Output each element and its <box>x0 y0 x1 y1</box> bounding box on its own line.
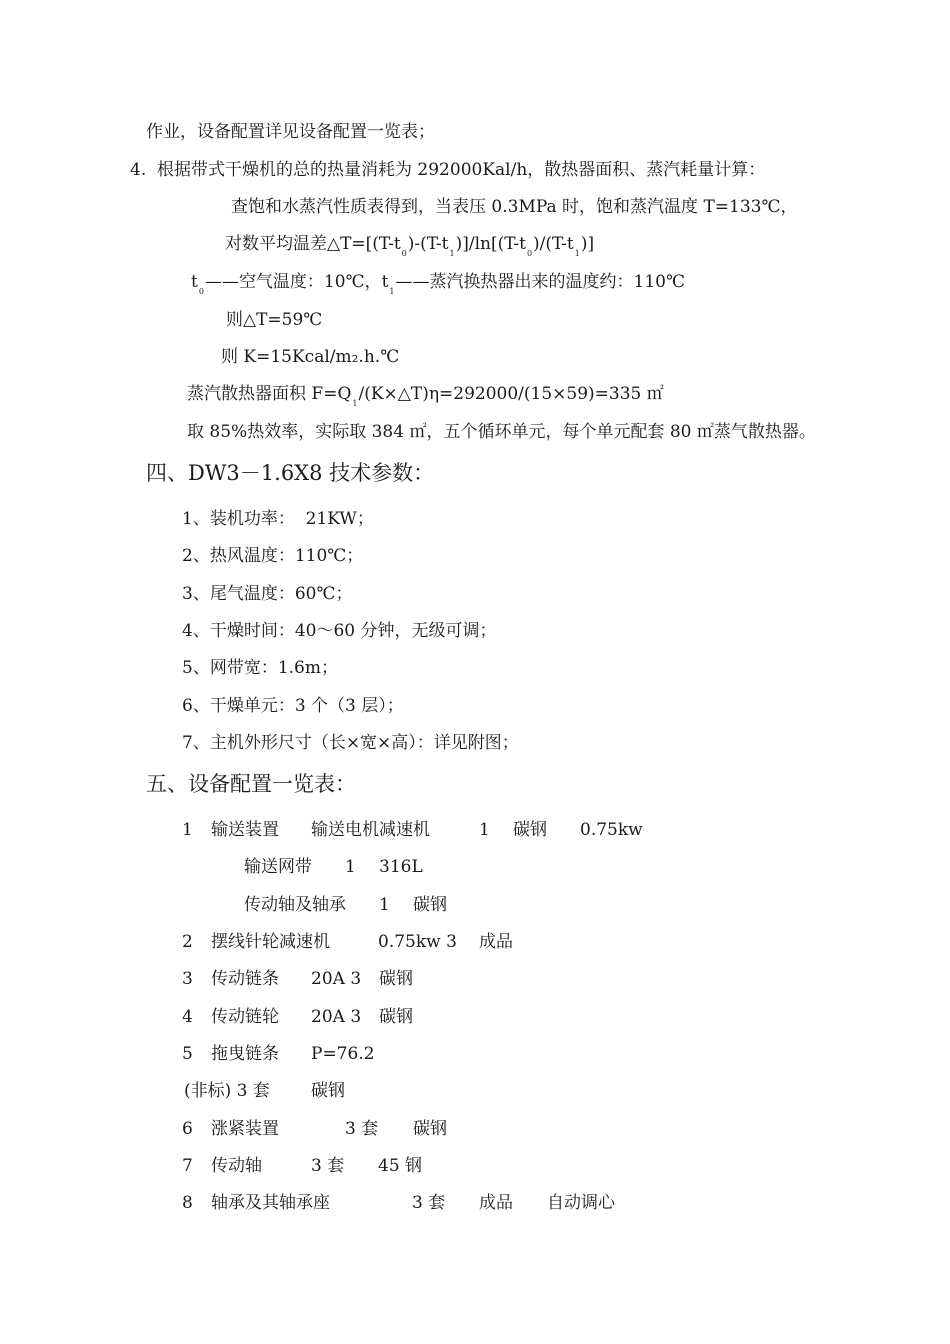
equipment-row: 5 拖曳链条 P=76.2 <box>182 1044 375 1064</box>
spec-item: 4、干燥时间：40～60 分钟，无级可调； <box>182 621 497 641</box>
k-value: 则 K=15Kcal/m₂.h.℃ <box>221 347 400 367</box>
spec-item: 2、热风温度：110℃； <box>182 546 364 566</box>
equipment-row: 传动轴及轴承 1 碳钢 <box>244 895 447 915</box>
intro-line-1: 作业，设备配置详见设备配置一览表； <box>146 122 435 142</box>
equipment-row: 8 轴承及其轴承座 3 套 成品 自动调心 <box>182 1193 615 1213</box>
lmtd-formula: 对数平均温差$\triangle T=[(T-t_0)-(T-t_1)]/\ln[(T-t_0)/(T-t_1)]$ <box>225 234 595 258</box>
section-4-title: 四、DW3－1.6X8 技术参数： <box>146 461 435 485</box>
equipment-row: 4 传动链轮 20A 3 碳钢 <box>182 1007 413 1027</box>
equipment-row: 6 涨紧装置 3 套 碳钢 <box>182 1119 447 1139</box>
spec-item: 6、干燥单元：3 个（3 层）； <box>182 696 404 716</box>
saturated-steam-line: 查饱和水蒸汽性质表得到，当表压 0.3MPa 时，饱和蒸汽温度 T=133℃， <box>231 197 798 217</box>
spec-item: 1、装机功率： 21KW； <box>182 509 374 529</box>
item-4-heat-consumption: 4. 根据带式干燥机的总的热量消耗为 292000Kal/h，散热器面积、蒸汽耗量计算： <box>130 160 766 180</box>
equipment-row: 1 输送装置 输送电机减速机 1 碳钢 0.75kw <box>182 820 643 840</box>
equipment-row: 3 传动链条 20A 3 碳钢 <box>182 969 413 989</box>
temperature-definitions: $t_0——$空气温度：10℃，$t_1——$蒸汽换热器出来的温度约：110℃ <box>191 272 685 296</box>
spec-item: 7、主机外形尺寸（长×宽×高）：详见附图； <box>182 733 519 753</box>
spec-item: 5、网带宽：1.6m； <box>182 658 338 678</box>
equipment-row: 7 传动轴 3 套 45 钢 <box>182 1156 423 1176</box>
section-5-title: 五、设备配置一览表： <box>146 772 356 796</box>
efficiency-line: 取 85%热效率，实际取 384 ㎡，五个循环单元，每个单元配套 80 ㎡蒸气散热器。 <box>187 422 816 442</box>
spec-item: 3、尾气温度：60℃； <box>182 584 353 604</box>
equipment-row: (非标) 3 套 碳钢 <box>184 1081 345 1101</box>
radiator-area-formula: 蒸汽散热器面积 $F=Q_1/(K\times\triangle T)\eta=292000/(15\times 59)=335$ ㎡ <box>187 384 664 408</box>
equipment-row: 2 摆线针轮减速机 0.75kw 3 成品 <box>182 932 513 952</box>
equipment-row: 输送网带 1 316L <box>244 857 423 877</box>
delta-t-result: 则△T=59℃ <box>226 310 323 330</box>
